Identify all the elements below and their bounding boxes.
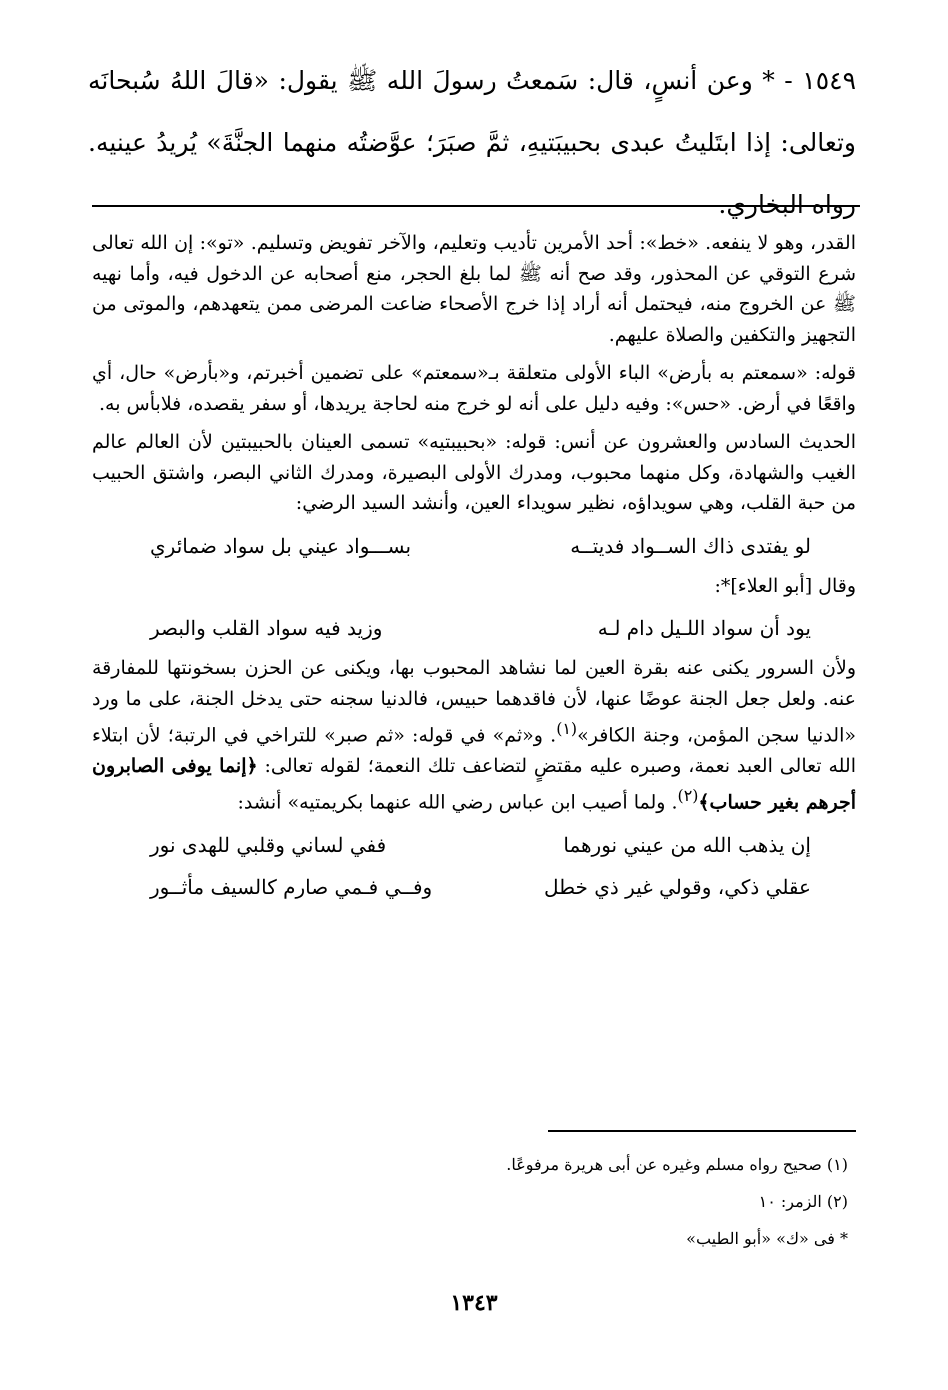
footnote-1: (١) صحيح رواه مسلم وغيره عن أبى هريرة مرفوعًا. (506, 1155, 848, 1174)
hadith-paragraph: ١٥٤٩ - * وعن أنسٍ، قال: سَمعتُ رسولَ الله ﷺ يقول: «قالَ اللهُ سُبحانَه وتعالى: إذا ابتَليتُ عبدى بحبيبَتيهِ، ثمَّ صبَرَ؛ عوَّضتُه منهما الجنَّةَ» يُريدُ عينيه. رواه البخاري. (88, 66, 856, 219)
commentary-paragraph-4: وقال [أبو العلاء]*: (714, 574, 856, 597)
verse-hemistich-second: وزيد فيه سواد القلب والبصر (150, 616, 383, 640)
verse-hemistich-first: لو يفتدى ذاك الســواد فديتــه (570, 533, 811, 558)
paragraph-text: ولأن السرور يكنى عنه بقرة العين لما نشاهد المحبوب بها، ويكنى عن الحزن بسخونتها للمفارقة عنه. ولعل جعل الجنة عوضًا عنها، لأن فاقدهما حبيس، فالدنيا سجنه حتى يدخل الجنة، على ما ورد «الدنيا سجن المؤمن، وجنة الكافر» (92, 657, 856, 747)
verse-hemistich-first: يود أن سواد اللـيل دام لـه (597, 616, 811, 640)
poem-verse-1 (92, 527, 856, 565)
poem-verse-2 (92, 609, 856, 647)
verse-hemistich-first: عقلي ذكي، وقولي غير ذي خطل (543, 875, 811, 900)
commentary-paragraph-2: قوله: «سمعتم به بأرض» الباء الأولى متعلقة بـ«سمعتم» على تضمين أخبرتم، و«بأرض» حال، أي واقعًا في أرض. «حس»: وفيه دليل على أنه لو خرج منه لحاجة يريدها، أو سفر يقصده، فلابأس به. (92, 362, 856, 415)
footnote-divider (548, 1130, 856, 1132)
paragraph-text: . و«ثم» في قوله: «ثم صبر» للتراخي في الرتبة؛ لأن ابتلاء الله تعالى العبد نعمة، وصبره عليه مقتضٍ لتضاعف تلك النعمة؛ لقوله تعالى: (92, 724, 856, 777)
footnotes (92, 1146, 848, 1257)
commentary-paragraph-3: الحديث السادس والعشرون عن أنس: قوله: «بحبيبتيه» تسمى العينان بالحبيبتين لأن العالم عالم الغيب والشهادة، وكل منهما محبوب، ومدرك الأولى البصيرة، ومدرك الثاني البصر، واشتق الحبيب من حبة القلب، وهي سويداؤه، نظير سويداء العين، وأنشد السيد الرضي: (92, 431, 856, 514)
verse-hemistich-second: ففي لساني وقلبي للهدى نور (150, 833, 387, 858)
page-number: ١٣٤٣ (450, 1290, 498, 1316)
poem-verse-4 (92, 868, 856, 906)
footnote-2: (٢) الزمر: ١٠ (758, 1192, 848, 1211)
commentary (92, 228, 856, 912)
verse-hemistich-second: بســـواد عيني بل سواد ضمائري (150, 533, 412, 558)
footnote-3: * فى «ك» «أبو الطيب» (686, 1229, 848, 1248)
commentary-paragraph-1: القدر، وهو لا ينفعه. «خط»: أحد الأمرين تأديب وتعليم، والآخر تفويض وتسليم. «تو»: إن الله تعالى شرع التوقي عن المحذور، وقد صح أنه ﷺ لما بلغ الحجر، منع أصحابه عن الدخول فيه، وأما نهيه ﷺ عن الخروج منه، فيحتمل أنه أراد إذا خرج الأصحاء ضاعت المرضى ممن يتعهدهم، والموتى من التجهيز والتكفين والصلاة عليهم. (92, 232, 856, 346)
poem-verse-3 (92, 826, 856, 864)
footnote-ref-2[interactable]: (٢) (677, 786, 699, 806)
quran-quote: ﴿إنما يوفى الصابرون أجرهم بغير حساب﴾ (92, 754, 856, 814)
main-divider (92, 205, 860, 207)
hadith-text (88, 50, 856, 236)
verse-hemistich-first: إن يذهب الله من عيني نورهما (563, 833, 811, 858)
paragraph-text: . ولما أصيب ابن عباس رضي الله عنهما بكريمتيه» أنشد: (237, 791, 678, 814)
commentary-paragraph-5 (92, 653, 856, 818)
footnote-ref-1[interactable]: (١) (556, 719, 578, 738)
verse-hemistich-second: وفــي فـمي صارم كالسيف مأثــور (150, 875, 433, 900)
